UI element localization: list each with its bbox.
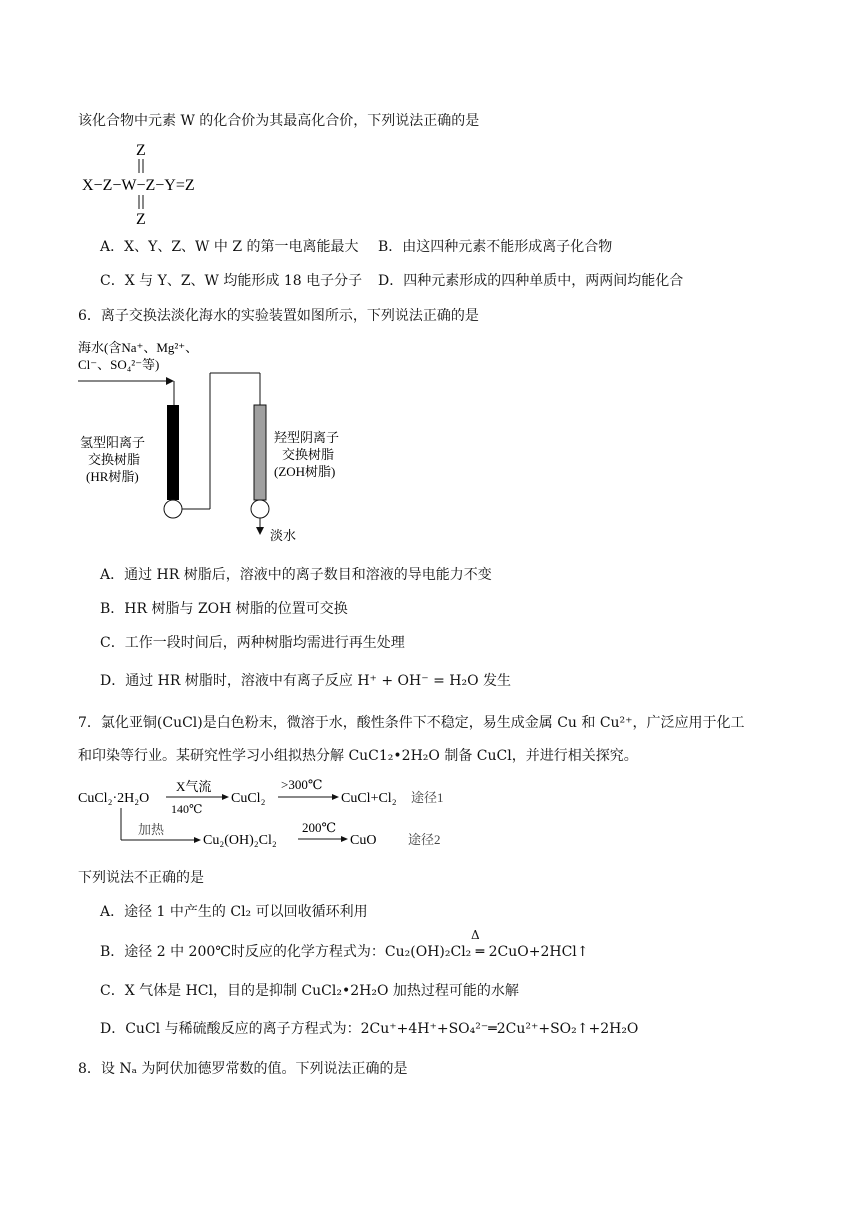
flow-arrow1-top: X气流 [176, 779, 212, 794]
hr-resin-column [167, 405, 179, 500]
q6-option-c: C．工作一段时间后，两种树脂均需进行再生处理 [100, 635, 405, 651]
q8-stem: 8．设 Nₐ 为阿伏加德罗常数的值。下列说法正确的是 [78, 1061, 408, 1077]
q7-option-b: B．途径 2 中 200℃时反应的化学方程式为：Cu₂(OH)₂Cl₂ ═ 2CuO+2HCl↑ [100, 944, 589, 960]
q6-option-d: D．通过 HR 树脂时，溶液中有离子反应 H⁺ + OH⁻ = H₂O 发生 [100, 673, 512, 689]
struct-bottom-z: Z [136, 211, 146, 228]
fresh-water-label: 淡水 [270, 528, 297, 543]
reaction-flow-diagram [76, 772, 476, 858]
flow-arrow2-top: >300℃ [281, 777, 323, 792]
zoh-column-bulb [251, 500, 269, 518]
ion-exchange-diagram [70, 335, 380, 550]
zoh-resin-column [254, 405, 266, 500]
q7-stem-line-1: 7．氯化亚铜(CuCl)是白色粉末，微溶于水，酸性条件下不稳定，易生成金属 Cu 和 Cu²⁺，广泛应用于化工 [78, 715, 745, 731]
flow-route2: 途径2 [408, 832, 441, 847]
hr-label-3: (HR树脂) [86, 469, 139, 484]
q5-option-d: D．四种元素形成的四种单质中，两两间均能化合 [378, 273, 684, 289]
flow-end1: CuCl+Cl₂ [341, 791, 397, 806]
hr-column-bulb [164, 500, 182, 518]
flow-heat: 加热 [138, 822, 165, 837]
q5-intro: 该化合物中元素 W 的化合价为其最高化合价，下列说法正确的是 [78, 113, 480, 129]
structure-diagram [78, 140, 258, 230]
q5-option-b: B．由这四种元素不能形成离子化合物 [378, 239, 613, 255]
flow-mid1: CuCl₂ [231, 791, 266, 806]
struct-row: X−Z−W−Z−Y=Z [82, 177, 195, 194]
q7-option-a: A．途径 1 中产生的 Cl₂ 可以回收循环利用 [100, 904, 368, 920]
q5-option-c: C．X 与 Y、Z、W 均能形成 18 电子分子 [100, 273, 363, 289]
delta-sign: Δ [471, 928, 480, 942]
q6-option-b: B．HR 树脂与 ZOH 树脂的位置可交换 [100, 601, 348, 617]
seawater-label-1: 海水(含Na⁺、Mg²⁺、 [78, 340, 199, 355]
flow-route1: 途径1 [411, 790, 444, 805]
flow-end2: CuO [350, 833, 377, 848]
hr-label-2: 交换树脂 [88, 452, 141, 467]
q5-option-a: A．X、Y、Z、W 中 Z 的第一电离能最大 [100, 239, 359, 255]
flow-mid2: Cu₂(OH)₂Cl₂ [203, 833, 277, 848]
struct-top-z: Z [136, 142, 146, 159]
q7-option-d: D．CuCl 与稀硫酸反应的离子方程式为：2Cu⁺+4H⁺+SO₄²⁻═2Cu²⁺+SO₂↑+2H₂O [100, 1021, 639, 1037]
q6-stem: 6．离子交换法淡化海水的实验装置如图所示，下列说法正确的是 [78, 308, 479, 324]
q7-prompt: 下列说法不正确的是 [78, 870, 204, 886]
zoh-label-2: 交换树脂 [282, 447, 335, 462]
q6-option-a: A．通过 HR 树脂后，溶液中的离子数目和溶液的导电能力不变 [100, 567, 492, 583]
seawater-label-2: Cl⁻、SO₄²⁻等) [78, 357, 160, 372]
flow-arrow1-bottom: 140℃ [171, 802, 203, 816]
flow-arrow3-top: 200℃ [302, 820, 337, 835]
flow-start: CuCl₂·2H₂O [78, 791, 150, 806]
hr-label-1: 氢型阳离子 [80, 435, 146, 450]
zoh-label-1: 羟型阴离子 [274, 430, 340, 445]
q7-stem-line-2: 和印染等行业。某研究性学习小组拟热分解 CuC1₂•2H₂O 制备 CuCl，并进行相关探究。 [78, 748, 638, 764]
q7-option-c: C．X 气体是 HCl，目的是抑制 CuCl₂•2H₂O 加热过程可能的水解 [100, 983, 519, 999]
zoh-label-3: (ZOH树脂) [274, 464, 336, 479]
